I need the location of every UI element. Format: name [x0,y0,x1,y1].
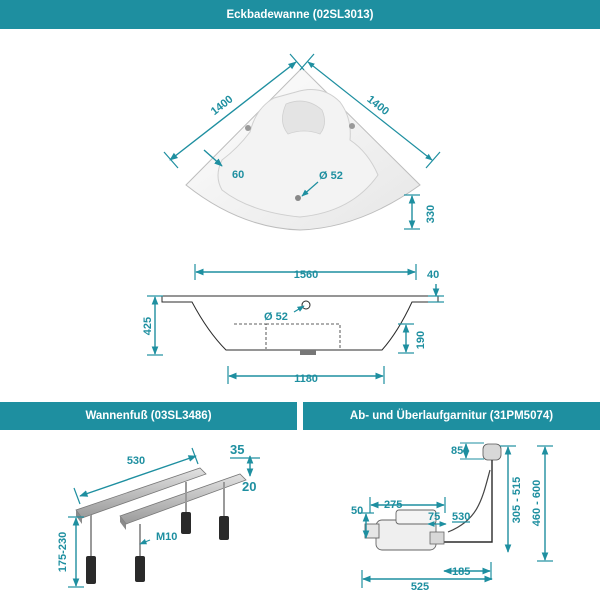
dim-bottom-height: 190 [415,330,427,350]
dim-pipe-length: 275 [384,499,403,511]
dim-drain-top: Ø 52 [319,170,343,182]
dim-feet-width: 35 [230,442,245,457]
dim-total-length: 525 [410,581,430,593]
tub-feet [76,468,246,584]
tub-side-view [162,296,438,355]
dim-feet-length: 530 [126,455,146,467]
drain-hole-icon [295,195,301,201]
dim-rim: 60 [232,169,245,181]
dim-feet-profile: 20 [242,479,257,494]
dim-rim-thickness: 40 [427,269,440,281]
header-tub: Eckbadewanne (02SL3013) [0,0,600,29]
dim-depth: 330 [425,204,437,224]
dim-outlet: 50 [351,505,364,517]
dim-bottom-width: 1180 [294,373,318,385]
header-feet: Wannenfuß (03SL3486) [0,402,297,430]
header-drain-set: Ab- und Überlaufgarnitur (31PM5074) [303,402,600,430]
dim-height-b: 460 - 600 [531,479,543,527]
dim-trap-width: 75 [428,511,441,523]
dim-height: 425 [142,316,154,336]
dim-drain-side: Ø 52 [264,311,288,323]
tub-top-view [186,68,420,230]
dim-height-a: 305 - 515 [511,476,523,524]
dim-side-left: 1400 [208,93,236,118]
dim-cable-length: 530 [452,511,471,523]
dim-overflow-cap: 85 [451,445,464,457]
dim-feet-adjust: 175-230 [57,531,69,573]
dim-side-right: 1400 [364,93,392,118]
dim-offset: 185 [452,566,471,578]
label-thread: M10 [156,531,178,543]
drain-set [365,444,501,550]
dim-top-width: 1560 [293,269,319,281]
